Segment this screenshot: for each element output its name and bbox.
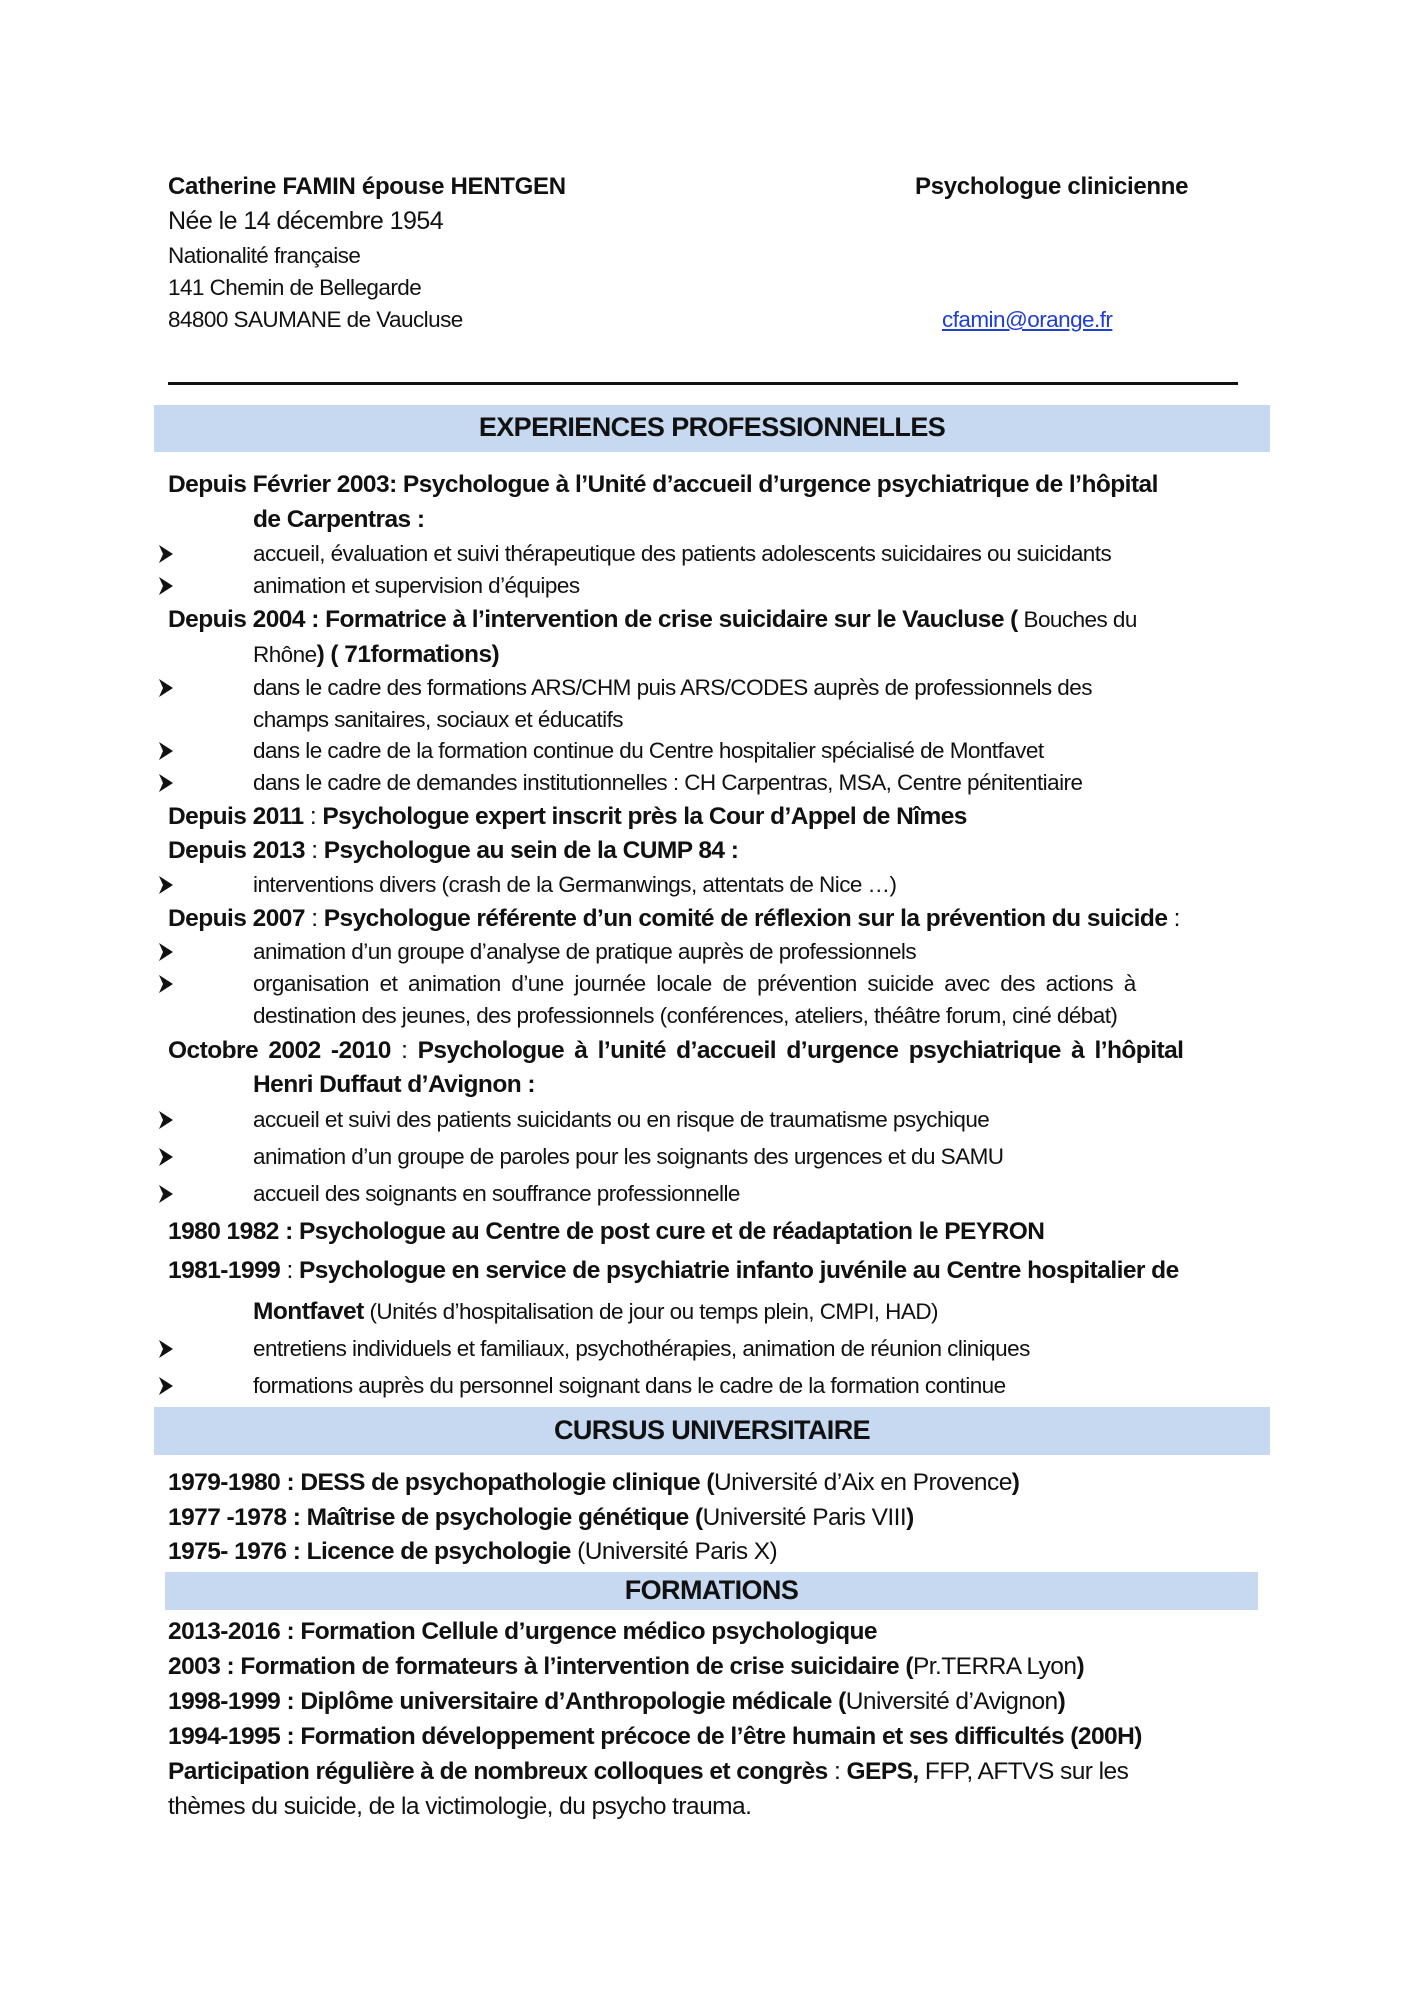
arrow-bullet-icon	[158, 741, 174, 761]
experience-bullet-cont: champs sanitaires, sociaux et éducatifs	[253, 707, 623, 732]
arrow-bullet-icon	[158, 974, 174, 994]
header-divider	[168, 382, 1238, 385]
experience-heading: Depuis 2007 : Psychologue référente d’un comité de réflexion sur la prévention du suicide :	[168, 905, 1180, 932]
experience-heading-cont: Henri Duffaut d’Avignon :	[253, 1071, 536, 1098]
nationality: Nationalité française	[168, 243, 361, 268]
birth-date: Née le 14 décembre 1954	[168, 207, 444, 235]
arrow-bullet-icon	[158, 1110, 174, 1130]
experience-bullet: entretiens individuels et familiaux, psychothérapies, animation de réunion cliniques	[253, 1336, 1030, 1361]
experience-bullet: accueil, évaluation et suivi thérapeutique des patients adolescents suicidaires ou suicidants	[253, 541, 1112, 566]
experience-bullet: dans le cadre de la formation continue du Centre hospitalier spécialisé de Montfavet	[253, 738, 1044, 763]
arrow-bullet-icon	[158, 544, 174, 564]
experience-heading: Depuis 2011 : Psychologue expert inscrit près la Cour d’Appel de Nîmes	[168, 803, 967, 830]
arrow-bullet-icon	[158, 1339, 174, 1359]
arrow-bullet-icon	[158, 773, 174, 793]
experience-bullet: accueil et suivi des patients suicidants ou en risque de traumatisme psychique	[253, 1107, 990, 1132]
education-section-title: CURSUS UNIVERSITAIRE	[553, 1415, 871, 1445]
address-city: 84800 SAUMANE de Vaucluse	[168, 307, 463, 332]
education-item: 1977 -1978 : Maîtrise de psychologie génétique (Université Paris VIII)	[168, 1504, 914, 1531]
job-title: Psychologue clinicienne	[915, 173, 1189, 200]
experience-bullet-cont: destination des jeunes, des professionnels (conférences, ateliers, théâtre forum, ciné débat)	[253, 1003, 1118, 1028]
experience-section-header	[154, 405, 1270, 452]
arrow-bullet-icon	[158, 576, 174, 596]
experience-bullet: accueil des soignants en souffrance professionnelle	[253, 1181, 740, 1206]
education-section-header	[154, 1407, 1270, 1455]
training-item: Participation régulière à de nombreux colloques et congrès : GEPS, FFP, AFTVS sur les	[168, 1758, 1129, 1785]
experience-section-title: EXPERIENCES PROFESSIONNELLES	[478, 412, 946, 442]
experience-bullet: dans le cadre de demandes institutionnelles : CH Carpentras, MSA, Centre pénitentiaire	[253, 770, 1083, 795]
arrow-bullet-icon	[158, 1376, 174, 1396]
experience-bullet: animation et supervision d’équipes	[253, 573, 580, 598]
experience-heading: 1980 1982 : Psychologue au Centre de post cure et de réadaptation le PEYRON	[168, 1218, 1045, 1245]
education-item: 1979-1980 : DESS de psychopathologie clinique (Université d’Aix en Provence)	[168, 1469, 1020, 1496]
training-item: 1994-1995 : Formation développement précoce de l’être humain et ses difficultés (200H)	[168, 1723, 1142, 1750]
experience-heading-cont: Rhône) ( 71formations)	[253, 641, 500, 668]
experience-bullet: formations auprès du personnel soignant dans le cadre de la formation continue	[253, 1373, 1006, 1398]
experience-heading-cont: de Carpentras :	[253, 506, 425, 533]
experience-heading: Octobre 2002 -2010 : Psychologue à l’unité d’accueil d’urgence psychiatrique à l’hôpital	[168, 1037, 1184, 1064]
training-item: 2003 : Formation de formateurs à l’intervention de crise suicidaire (Pr.TERRA Lyon)	[168, 1653, 1085, 1680]
arrow-bullet-icon	[158, 875, 174, 895]
experience-heading: Depuis 2004 : Formatrice à l’intervention de crise suicidaire sur le Vaucluse ( Bouches du	[168, 606, 1137, 633]
email-link[interactable]: cfamin@orange.fr	[942, 307, 1113, 332]
arrow-bullet-icon	[158, 1184, 174, 1204]
education-item: 1975- 1976 : Licence de psychologie (Université Paris X)	[168, 1538, 778, 1565]
experience-heading-cont: Montfavet (Unités d’hospitalisation de jour ou temps plein, CMPI, HAD)	[253, 1298, 938, 1325]
training-section-header	[165, 1572, 1258, 1610]
experience-heading: Depuis Février 2003: Psychologue à l’Unité d’accueil d’urgence psychiatrique de l’hôpital	[168, 471, 1158, 498]
training-section-title: FORMATIONS	[624, 1575, 799, 1605]
address-street: 141 Chemin de Bellegarde	[168, 275, 422, 300]
training-item: 2013-2016 : Formation Cellule d’urgence médico psychologique	[168, 1618, 877, 1645]
candidate-name: Catherine FAMIN épouse HENTGEN	[168, 173, 566, 200]
experience-bullet: dans le cadre des formations ARS/CHM puis ARS/CODES auprès de professionnels des	[253, 675, 1092, 700]
arrow-bullet-icon	[158, 678, 174, 698]
experience-bullet: organisation et animation d’une journée locale de prévention suicide avec des actions à	[253, 971, 1136, 996]
experience-heading: Depuis 2013 : Psychologue au sein de la CUMP 84 :	[168, 837, 739, 864]
experience-bullet: animation d’un groupe de paroles pour les soignants des urgences et du SAMU	[253, 1144, 1004, 1169]
experience-heading: 1981-1999 : Psychologue en service de psychiatrie infanto juvénile au Centre hospitalier de	[168, 1257, 1179, 1284]
experience-bullet: animation d’un groupe d’analyse de pratique auprès de professionnels	[253, 939, 917, 964]
training-item: 1998-1999 : Diplôme universitaire d’Anthropologie médicale (Université d’Avignon)	[168, 1688, 1066, 1715]
training-item-cont: thèmes du suicide, de la victimologie, du psycho trauma.	[168, 1793, 752, 1820]
arrow-bullet-icon	[158, 1147, 174, 1167]
arrow-bullet-icon	[158, 942, 174, 962]
experience-bullet: interventions divers (crash de la Germanwings, attentats de Nice …)	[253, 872, 897, 897]
